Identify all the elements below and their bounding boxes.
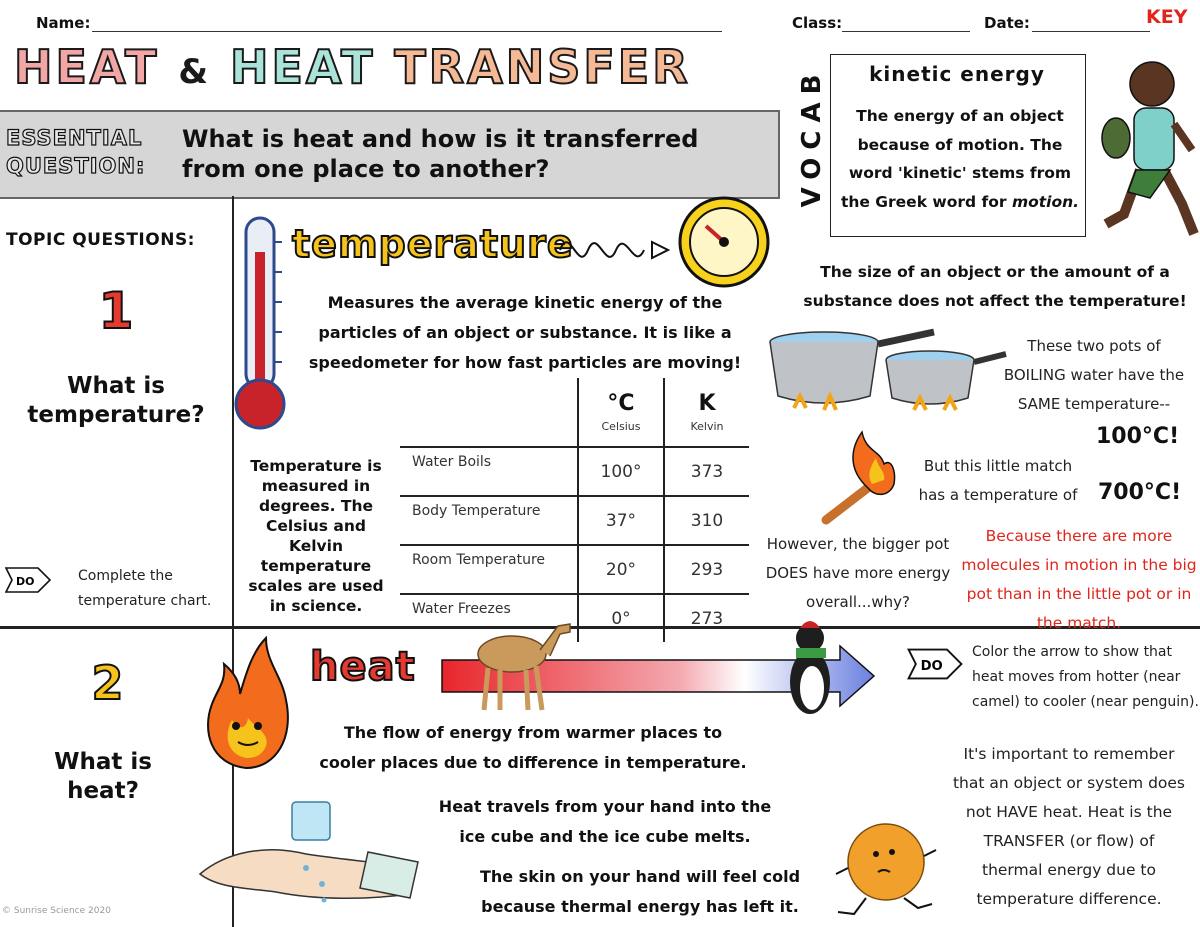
running-ball-character-icon [832, 816, 942, 920]
do-instruction-1 [78, 564, 211, 614]
heat-flow-arrow[interactable] [440, 610, 880, 722]
row-label-body-temperature: Body Temperature [400, 496, 578, 545]
eq-label-line1: ESSENTIAL [6, 126, 143, 150]
hand-note-line2: ice cube and the ice cube melts. [459, 827, 751, 846]
do2-line2: heat moves from hotter (near [972, 669, 1181, 685]
do-arrow-icon [904, 646, 966, 682]
temp-side-line5: Kelvin [288, 537, 343, 555]
celsius-name: Celsius [601, 420, 641, 433]
bigger-pot-note [758, 530, 958, 617]
essential-question-text [182, 124, 698, 184]
row-label-water-boils: Water Boils [400, 447, 578, 496]
remember-note [938, 740, 1200, 914]
temperature-definition [290, 288, 760, 378]
topic-question-1 [0, 372, 232, 430]
temperature-chart-header [400, 378, 749, 447]
do-label-1: DO [16, 575, 35, 588]
running-boy-illustration [1090, 54, 1200, 244]
temp-side-line8: in science. [269, 597, 363, 615]
speedometer-icon [676, 194, 772, 290]
wave-arrow-icon [556, 224, 676, 274]
row-label-room-temperature: Room Temperature [400, 545, 578, 594]
topic-q2-line2: heat? [67, 778, 139, 804]
title-heat-1: HEAT [14, 40, 160, 94]
temp-side-line7: scales are used [248, 577, 384, 595]
cell-kelvin[interactable]: 373 [664, 447, 749, 496]
class-label: Class: [792, 14, 843, 32]
fire-character-icon [196, 634, 296, 774]
temp-def-line2: particles of an object or substance. It is like a [318, 323, 732, 342]
title-transfer: TRANSFER [394, 40, 691, 94]
table-row [400, 447, 749, 496]
vocab-def-emphasis: motion. [1011, 192, 1080, 211]
bigpot-note-line3: overall...why? [806, 593, 910, 611]
heat-def-line2: cooler places due to difference in temperature. [319, 753, 747, 772]
heat-heading: heat [310, 644, 416, 690]
vocab-def-line4-pre: the Greek word for [840, 192, 1012, 211]
title-heat-2: HEAT [230, 40, 376, 94]
heat-definition [298, 718, 768, 778]
eq-text-line2: from one place to another? [182, 155, 550, 183]
vocab-def-line4 [840, 188, 1080, 217]
boiling-pots-illustration [764, 318, 1008, 418]
hand-note-line1: Heat travels from your hand into the [438, 797, 772, 816]
remember-line2: that an object or system does [952, 774, 1186, 792]
match-flame-icon [818, 428, 904, 528]
penguin-icon [790, 621, 830, 714]
heat-def-line1: The flow of energy from warmer places to [343, 723, 723, 742]
eq-label-line2: QUESTION: [6, 154, 146, 178]
vocab-side-text: VOCAB [797, 66, 827, 208]
table-row [400, 496, 749, 545]
temperature-chart [400, 378, 749, 642]
pots-note-line1: These two pots of [1027, 337, 1161, 355]
topic-number-1: 1 [98, 282, 134, 340]
date-label: Date: [984, 14, 1030, 32]
topic-q1-line2: temperature? [27, 402, 205, 428]
do1-line2: temperature chart. [78, 593, 212, 609]
vocab-term: kinetic energy [869, 62, 1045, 86]
kelvin-symbol: K [698, 391, 716, 416]
temp-side-line1: Temperature is [250, 457, 382, 475]
do-arrow-icon [4, 565, 52, 595]
hand-ice-cube-illustration [196, 796, 426, 908]
vocab-def-line3: word 'kinetic' stems from [848, 164, 1072, 182]
skin-note-line2: because thermal energy has left it. [481, 897, 799, 916]
header-blank-cell [400, 378, 578, 447]
row-label-water-freezes: Water Freezes [412, 601, 511, 617]
cell-celsius[interactable]: 100° [578, 447, 664, 496]
temp-side-line2: measured in [261, 477, 371, 495]
do-label-2: DO [920, 659, 943, 674]
size-note-line2: substance does not affect the temperature! [803, 292, 1187, 310]
remember-line3: not HAVE heat. Heat is the [965, 803, 1173, 821]
match-note-line2: has a temperature of [918, 486, 1078, 504]
table-row [400, 545, 749, 594]
remember-line4: TRANSFER (or flow) of [983, 832, 1155, 850]
size-note-line1: The size of an object or the amount of a [820, 263, 1170, 281]
temp-side-line3: degrees. The [258, 497, 373, 515]
match-note [908, 452, 1088, 510]
remember-line1: It's important to remember [963, 745, 1175, 763]
match-temperature-value: 700°C! [1098, 480, 1182, 505]
topic-questions-header: TOPIC QUESTIONS: [6, 230, 195, 250]
cell-celsius[interactable]: 0° [578, 594, 664, 642]
temperature-scales-note [242, 456, 390, 616]
temp-def-line3: speedometer for how fast particles are moving! [308, 353, 742, 372]
do2-line1: Color the arrow to show that [972, 644, 1172, 660]
vocab-def-line1: The energy of an object [856, 107, 1064, 125]
bigpot-note-line2: DOES have more energy [765, 564, 951, 582]
topic-number-2: 2 [91, 656, 124, 710]
celsius-symbol: °C [607, 391, 635, 416]
date-blank-line[interactable] [1032, 31, 1150, 32]
pots-note-line3: SAME temperature-- [1017, 395, 1171, 413]
hand-note [420, 792, 790, 852]
do-instruction-2 [972, 640, 1200, 715]
title-ampersand: & [178, 52, 211, 92]
boiling-temperature-value: 100°C! [1096, 424, 1180, 449]
remember-line5: thermal energy due to [982, 861, 1156, 879]
cell-celsius[interactable]: 20° [578, 545, 664, 594]
name-blank-line[interactable] [92, 31, 722, 32]
remember-line6: temperature difference. [976, 890, 1162, 908]
answer-note-line4: the match. [1036, 614, 1122, 632]
answer-note-line3: pot than in the little pot or in [966, 585, 1192, 603]
size-note [790, 258, 1200, 316]
answer-note-line2: molecules in motion in the big [961, 556, 1197, 574]
essential-question-label [6, 124, 145, 180]
thermometer-icon [230, 212, 290, 434]
topic-q2-line1: What is [54, 749, 152, 775]
answer-key-label: KEY [1146, 6, 1188, 28]
vocab-def-line2: because of motion. The [857, 135, 1063, 154]
do1-line1: Complete the [78, 568, 173, 584]
vocab-definition [840, 102, 1080, 216]
answer-note [958, 522, 1200, 638]
skin-note-line1: The skin on your hand will feel cold [479, 867, 801, 886]
celsius-header [578, 378, 664, 447]
topic-q1-line1: What is [67, 373, 165, 399]
copyright-text: © Sunrise Science 2020 [2, 906, 111, 916]
cell-kelvin[interactable]: 310 [664, 496, 749, 545]
kelvin-name: Kelvin [690, 420, 724, 433]
cell-celsius[interactable]: 37° [578, 496, 664, 545]
topic-question-2 [0, 748, 206, 806]
name-label: Name: [36, 14, 91, 32]
temperature-heading: temperature [292, 222, 574, 266]
temp-side-line6: temperature [260, 557, 372, 575]
match-note-line1: But this little match [923, 457, 1073, 475]
page-title [14, 40, 691, 102]
class-blank-line[interactable] [842, 31, 970, 32]
pots-note [988, 332, 1200, 419]
do2-line3: camel) to cooler (near penguin). [972, 694, 1199, 710]
kelvin-header [664, 378, 749, 447]
bigpot-note-line1: However, the bigger pot [766, 535, 950, 553]
vocab-side-label [790, 60, 834, 220]
temp-def-line1: Measures the average kinetic energy of the [327, 293, 723, 312]
cell-kelvin[interactable]: 293 [664, 545, 749, 594]
eq-text-line1: What is heat and how is it transferred [182, 125, 699, 153]
answer-note-line1: Because there are more [985, 527, 1173, 545]
temp-side-line4: Celsius and [266, 517, 366, 535]
cell-kelvin[interactable]: 273 [690, 608, 724, 629]
skin-note [460, 862, 820, 922]
pots-note-line2: BOILING water have the [1003, 366, 1185, 384]
